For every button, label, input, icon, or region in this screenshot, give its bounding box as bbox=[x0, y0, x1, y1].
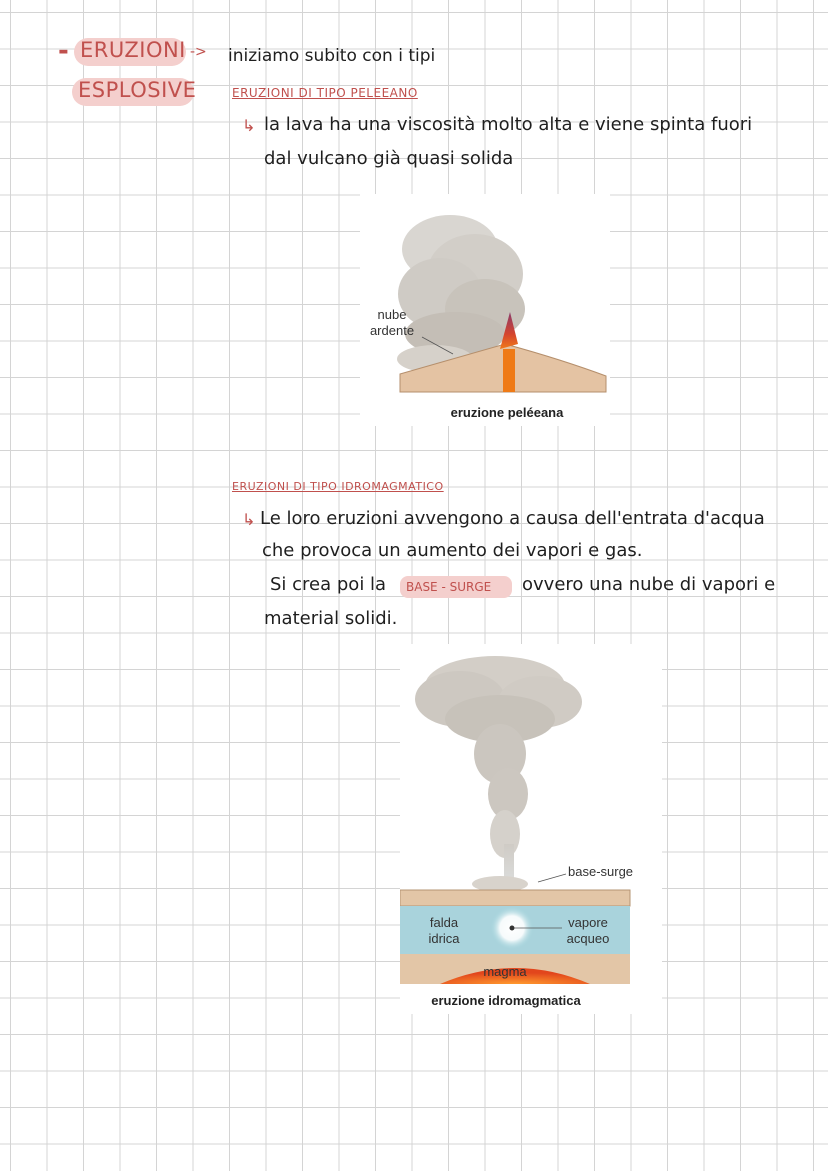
hydro-text-line-3-end: ovvero una nube di vapori e bbox=[522, 574, 776, 595]
intro-text: iniziamo subito con i tipi bbox=[228, 46, 436, 66]
hydro-heading: ERUZIONI DI TIPO IDROMAGMATICO bbox=[232, 480, 444, 493]
surface-layer bbox=[400, 890, 630, 906]
label-ardente: ardente bbox=[369, 323, 415, 338]
pelean-text-line-1: la lava ha una viscosità molto alta e viene spinta fuori bbox=[264, 114, 753, 135]
label-vapore: vapore bbox=[568, 915, 608, 930]
hydro-figure bbox=[400, 644, 662, 1014]
title-line-2: ESPLOSIVE bbox=[78, 78, 197, 102]
title-line-1: ERUZIONI bbox=[80, 38, 186, 62]
hydro-caption: eruzione idromagmatica bbox=[431, 993, 581, 1008]
hydro-text-line-1: Le loro eruzioni avvengono a causa dell'entrata d'acqua bbox=[260, 508, 765, 529]
title-dash: - bbox=[58, 36, 69, 66]
pelean-arrow: ↳ bbox=[242, 116, 256, 135]
label-nube: nube bbox=[377, 307, 407, 322]
pelean-caption: eruzione peléeana bbox=[450, 405, 564, 420]
label-falda: falda bbox=[429, 915, 459, 930]
hydro-arrow: ↳ bbox=[242, 510, 256, 529]
lava-conduit bbox=[503, 349, 515, 392]
pelean-text-line-2: dal vulcano già quasi solida bbox=[264, 148, 514, 169]
pelean-heading: ERUZIONI DI TIPO PELEEANO bbox=[232, 86, 418, 100]
hydro-text-base-surge: BASE - SURGE bbox=[406, 580, 492, 594]
steam-point bbox=[510, 926, 515, 931]
base-surge-leader-line bbox=[538, 874, 566, 882]
pelean-figure bbox=[360, 194, 610, 426]
label-base-surge: base-surge bbox=[568, 864, 634, 879]
hydro-text-line-4: material solidi. bbox=[264, 608, 398, 629]
label-idrica: idrica bbox=[428, 931, 460, 946]
label-magma: magma bbox=[483, 964, 527, 979]
hydro-text-line-3-start: Si crea poi la bbox=[270, 574, 387, 595]
hydro-text-line-2: che provoca un aumento dei vapori e gas. bbox=[262, 540, 643, 561]
title-arrow: -> bbox=[190, 44, 207, 60]
label-acqueo: acqueo bbox=[566, 931, 610, 946]
